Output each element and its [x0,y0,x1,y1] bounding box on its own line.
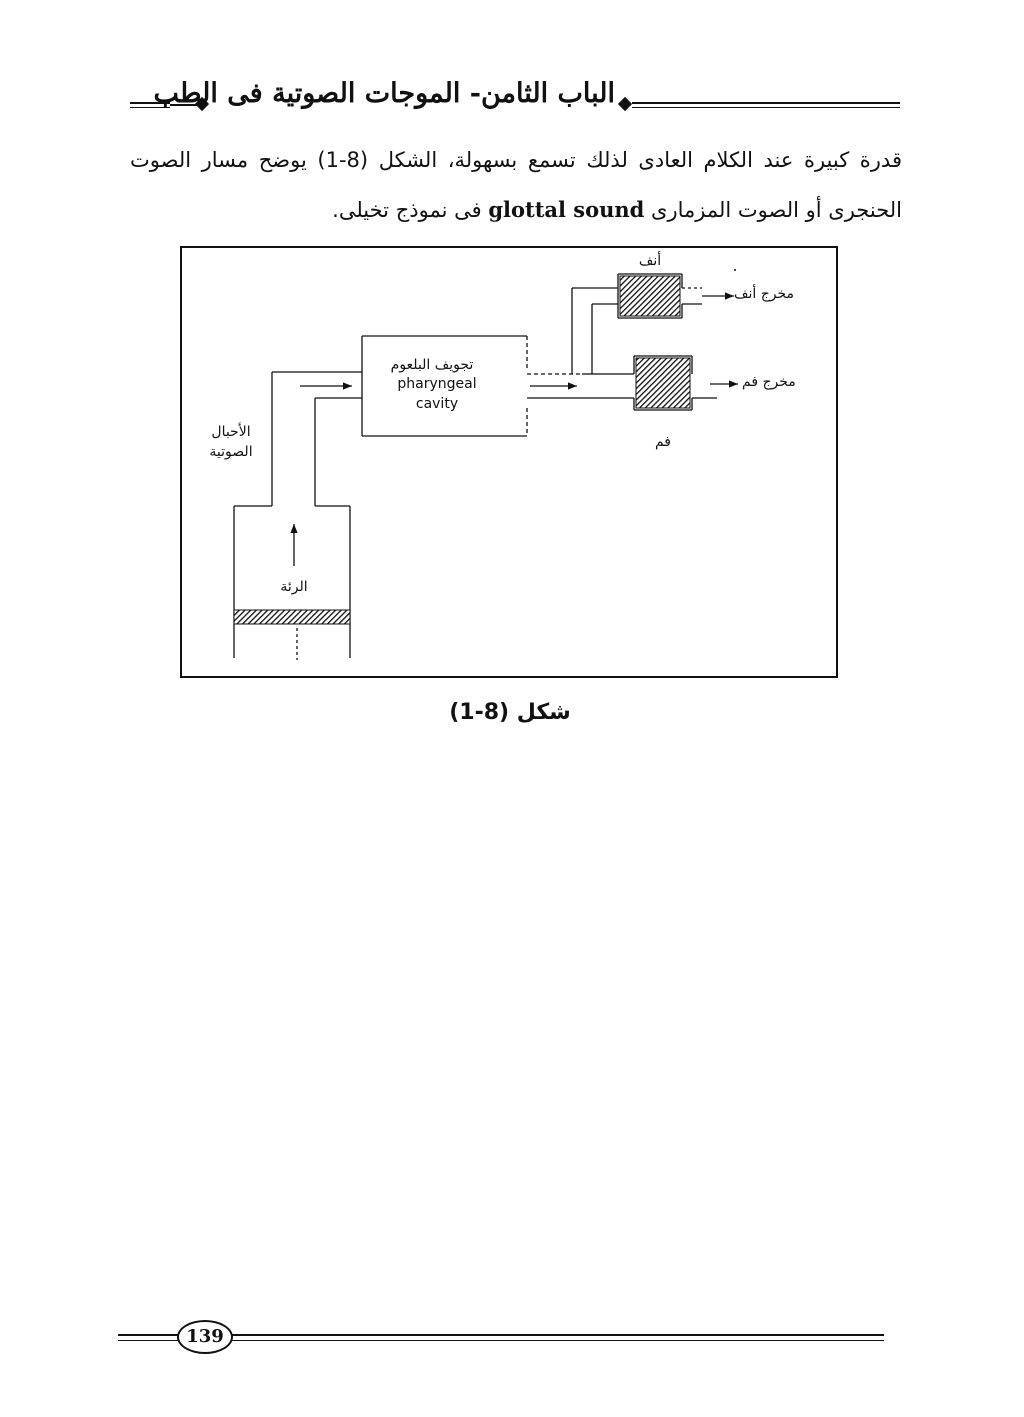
mouth-filter [636,358,690,408]
vocal-cords-label-1: الأحبال [211,424,251,440]
stray-mark [734,269,736,271]
figure-caption: شكل (8-1) [449,700,571,725]
lung-diaphragm [234,610,350,624]
mouth-exit-label: مخرج فم [742,374,796,390]
nose-label: أنف [638,253,662,269]
running-title: الباب الثامن- الموجات الصوتية فى الطب [153,78,615,109]
diagram-drawing [182,248,836,676]
lung-label: الرئة [280,579,308,595]
nose-exit-label: مخرج أنف [734,286,795,302]
paragraph-text-end: فى نموذج تخيلى. [332,198,489,222]
vocal-cords-label-2: الصوتية [209,444,253,460]
pharynx-label-ar: تجويف البلعوم [390,357,474,373]
paragraph-line-1: قدرة كبيرة عند الكلام العادى لذلك تسمع بسهولة، الشكل (8-1) يوضح مسار الصوت [130,148,902,172]
page-number: 139 [177,1320,233,1354]
pharynx-label-en-2: cavity [415,396,459,412]
latin-term: glottal sound [488,197,645,222]
mouth-label: فم [654,434,671,450]
pharynx-label-en-1: pharyngeal [397,376,477,392]
vocal-tract-diagram [180,246,838,678]
paragraph-line-2 [130,197,902,222]
header-diamond-right [618,97,632,111]
nose-filter [620,276,680,316]
paragraph-text: الحنجرى أو الصوت المزمارى [644,198,902,222]
